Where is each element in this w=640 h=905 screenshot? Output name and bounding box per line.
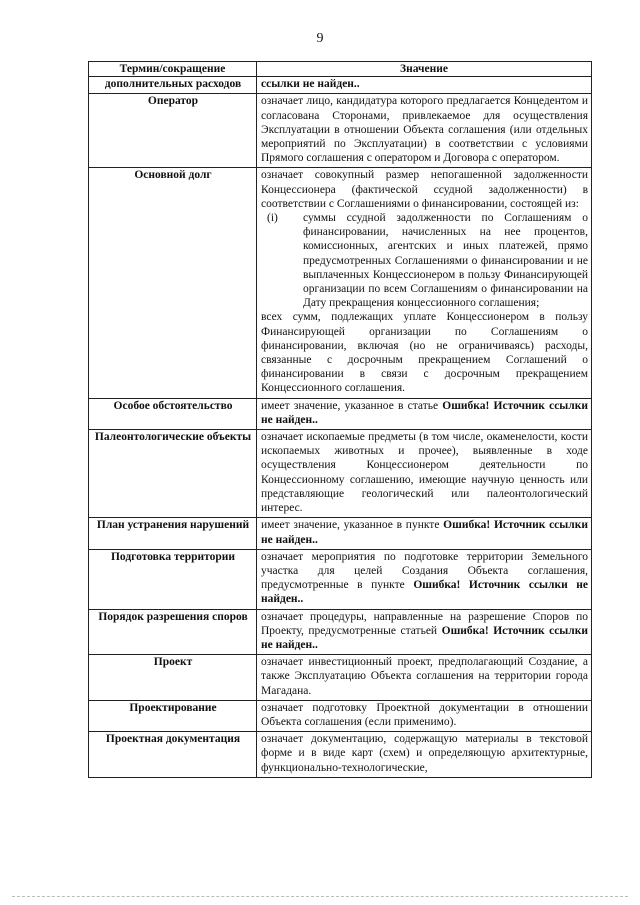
table-row [89, 609, 592, 655]
value-cell [257, 168, 592, 398]
error-reference-text: Ошибка! Источник ссылки не найден.. [261, 579, 589, 606]
value-intro: означает совокупный размер непогашенной задолженности Концессионера (фактической ссудной задолженности) в соответствии с Соглашениями о финансировании, состоящей из: [261, 169, 588, 210]
value-cell [257, 609, 592, 655]
page-number: 9 [316, 31, 324, 46]
page-bottom-rule [12, 896, 628, 898]
error-reference-text: Ошибка! Источник ссылки не найден.. [261, 519, 588, 546]
header-value: Значение [257, 62, 592, 77]
list-item-text: суммы ссудной задолженности по Соглашениям о финансировании, начисленных на нее процентов, комиссионных, агентских и иных платежей, прямо предусмотренных Соглашениями о финансировании и не выплаченных Концессионером в пользу Финансирующей организации по всем Соглашениям о финансировании на Дату прекращения концессионного соглашения; [303, 212, 588, 310]
value-text: означает инвестиционный проект, предполагающий Создание, а также Эксплуатацию Объекта соглашения на территории города Магадана. [261, 656, 588, 697]
term-cell: Порядок разрешения споров [89, 609, 257, 655]
list-item [261, 211, 588, 310]
error-reference-text: Ошибка! Источник ссылки не найден.. [261, 399, 588, 426]
term-cell: Основной долг [89, 168, 257, 398]
value-text: означает лицо, кандидатура которого предлагается Концедентом и согласована Сторонами, привлекаемое для осуществления Эксплуатации в отношении Объекта соглашения (или отдельных мероприятий по Эксплуатации) в соответствии с условиями Прямого соглашения с оператором и Договора с оператором. [261, 95, 588, 165]
value-tail: всех сумм, подлежащих уплате Концессионером в пользу Финансирующей организации по Соглашениям о финансировании, включая (но не ограничиваясь) расходы, связанные с досрочным прекращением Соглашений о финансировании в связи с досрочным прекращением Концессионного соглашения. [261, 311, 588, 395]
value-cell [257, 732, 592, 778]
term-cell: Особое обстоятельство [89, 398, 257, 429]
term-cell: Проектирование [89, 700, 257, 731]
header-term: Термин/сокращение [89, 62, 257, 77]
term-cell: Подготовка территории [89, 549, 257, 609]
table-row [89, 700, 592, 731]
table-row [89, 732, 592, 778]
value-cell [257, 77, 592, 94]
value-text: означает ископаемые предметы (в том числе, окаменелости, кости ископаемых животных и прочее), выявленные в ходе осуществления Концессионером деятельности по Концессионному соглашению, имеющие научную ценность или представляющие геологический или палеонтологический интерес. [261, 431, 588, 515]
term-cell: Проект [89, 655, 257, 701]
value-cell [257, 398, 592, 429]
table-row [89, 430, 592, 518]
value-text: означает мероприятия по подготовке территории Земельного участка для целей Создания Объекта соглашения, предусмотренные в пункте [261, 550, 588, 592]
term-cell: Оператор [89, 94, 257, 168]
value-text: имеет значение, указанное в статье [261, 399, 443, 412]
term-cell: Проектная документация [89, 732, 257, 778]
term-cell: Палеонтологические объекты [89, 430, 257, 518]
term-cell: План устранения нарушений [89, 518, 257, 549]
table-row [89, 94, 592, 168]
value-cell [257, 700, 592, 731]
value-cell [257, 655, 592, 701]
value-text: означает процедуры, направленные на разрешение Споров по Проекту, предусмотренные статьей [261, 610, 588, 637]
value-cell [257, 518, 592, 549]
table-row [89, 398, 592, 429]
value-cell [257, 549, 592, 609]
value-text: означает подготовку Проектной документации в отношении Объекта соглашения (если применимо). [261, 701, 588, 728]
value-cell [257, 430, 592, 518]
table-row [89, 655, 592, 701]
definitions-table [88, 61, 592, 778]
list-item-number: (i) [267, 212, 278, 225]
error-reference-text: Ошибка! Источник ссылки не найден.. [261, 624, 588, 651]
table-header-row [89, 62, 592, 77]
value-text: означает документацию, содержащую материалы в текстовой форме и в виде карт (схем) и определяющую архитектурные, функционально-технологические, [261, 733, 588, 774]
value-cell [257, 94, 592, 168]
table-row [89, 168, 592, 398]
table-row [89, 77, 592, 94]
table-row [89, 549, 592, 609]
table-row [89, 518, 592, 549]
value-text: имеет значение, указанное в пункте [261, 519, 444, 532]
error-reference-text: ссылки не найден.. [261, 78, 360, 91]
term-cell: дополнительных расходов [89, 77, 257, 94]
